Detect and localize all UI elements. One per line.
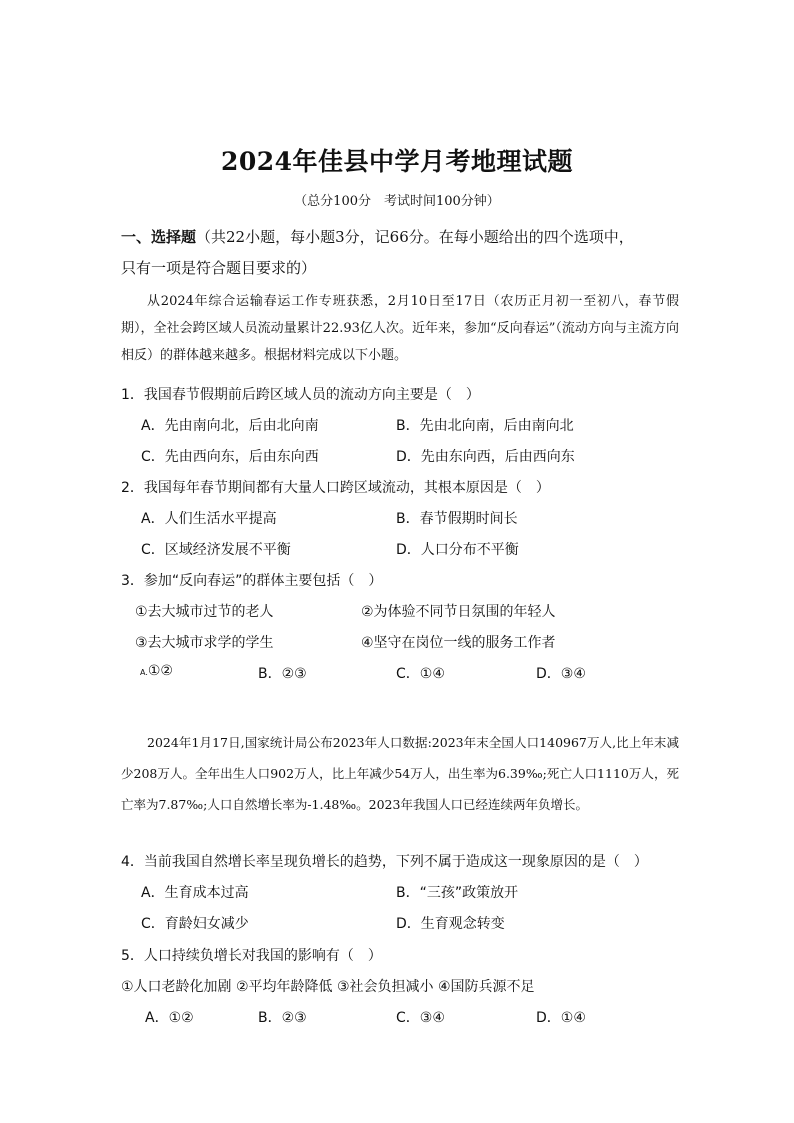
question-2-option-c: C．区域经济发展不平衡 bbox=[141, 542, 291, 558]
section-heading-instructions-2: 只有一项是符合题目要求的） bbox=[121, 259, 317, 277]
question-2-option-a: A．人们生活水平提高 bbox=[141, 511, 277, 527]
question-5-items: ①人口老龄化加剧 ②平均年龄降低 ③社会负担减小 ④国防兵源不足 bbox=[121, 979, 535, 995]
question-1-option-b: B．先由北向南，后由南向北 bbox=[396, 418, 574, 434]
question-3-option-a-text: ①② bbox=[147, 663, 173, 679]
question-1-stem: 1．我国春节假期前后跨区域人员的流动方向主要是（ ） bbox=[121, 387, 480, 403]
exam-title: 2024年佳县中学月考地理试题 bbox=[220, 147, 574, 176]
question-3-option-c: C．①④ bbox=[396, 666, 445, 682]
question-3-item-2: ②为体验不同节日氛围的年轻人 bbox=[361, 604, 556, 620]
question-3-option-b: B．②③ bbox=[258, 666, 307, 682]
question-2-stem: 2．我国每年春节期间都有大量人口跨区域流动，其根本原因是（ ） bbox=[121, 480, 550, 496]
question-3-stem: 3．参加“反向春运”的群体主要包括（ ） bbox=[121, 573, 383, 589]
question-4-option-b: B．“三孩”政策放开 bbox=[396, 885, 519, 901]
question-3-option-a bbox=[140, 663, 173, 679]
question-5-option-b: B．②③ bbox=[258, 1010, 307, 1026]
exam-subtitle: （总分100分 考试时间100分钟） bbox=[294, 194, 500, 209]
question-3-item-3: ③去大城市求学的学生 bbox=[135, 635, 274, 651]
material-passage-1: 从2024年综合运输春运工作专班获悉，2月10日至17日（农历正月初一至初八，春节假期），全社会跨区域人员流动量累计22.93亿人次。近年来，参加“反向春运”（流动方向与主流方向相反）的群体越来越多。根据材料完成以下小题。 bbox=[121, 294, 679, 363]
question-5-option-c: C．③④ bbox=[396, 1010, 445, 1026]
question-1-option-a: A．先由南向北，后由北向南 bbox=[141, 418, 319, 434]
question-2-option-d: D．人口分布不平衡 bbox=[396, 542, 519, 558]
question-5-option-d: D．①④ bbox=[536, 1010, 586, 1026]
section-heading-label: 一、选择题 bbox=[121, 228, 197, 246]
question-5-option-a: A．①② bbox=[145, 1010, 194, 1026]
question-3-option-d: D．③④ bbox=[536, 666, 586, 682]
question-2-option-b: B．春节假期时间长 bbox=[396, 511, 518, 527]
question-4-option-c: C．育龄妇女减少 bbox=[141, 916, 249, 932]
material-passage-2: 2024年1月17日,国家统计局公布2023年人口数据:2023年末全国人口140967万人,比上年末减少208万人。全年出生人口902万人，比上年减少54万人，出生率为6.39‰;死亡人口1110万人，死亡率为7.87‰;人口自然增长率为-1.48‰。2023年我国人口已经连续两年负增长。 bbox=[121, 735, 679, 812]
question-4-stem: 4．当前我国自然增长率呈现负增长的趋势，下列不属于造成这一现象原因的是（ ） bbox=[121, 854, 648, 870]
section-heading bbox=[121, 222, 681, 284]
question-1-option-d: D．先由东向西，后由西向东 bbox=[396, 449, 575, 465]
question-3-item-1: ①去大城市过节的老人 bbox=[135, 604, 274, 620]
question-4-option-d: D．生育观念转变 bbox=[396, 916, 505, 932]
question-5-stem: 5．人口持续负增长对我国的影响有（ ） bbox=[121, 948, 382, 964]
question-4-option-a: A．生育成本过高 bbox=[141, 885, 249, 901]
question-1-option-c: C．先由西向东，后由东向西 bbox=[141, 449, 319, 465]
section-heading-instructions: （共22小题，每小题3分，记66分。在每小题给出的四个选项中， bbox=[196, 228, 634, 246]
question-3-item-4: ④坚守在岗位一线的服务工作者 bbox=[361, 635, 556, 651]
question-3-option-a-letter: A. bbox=[140, 668, 148, 677]
